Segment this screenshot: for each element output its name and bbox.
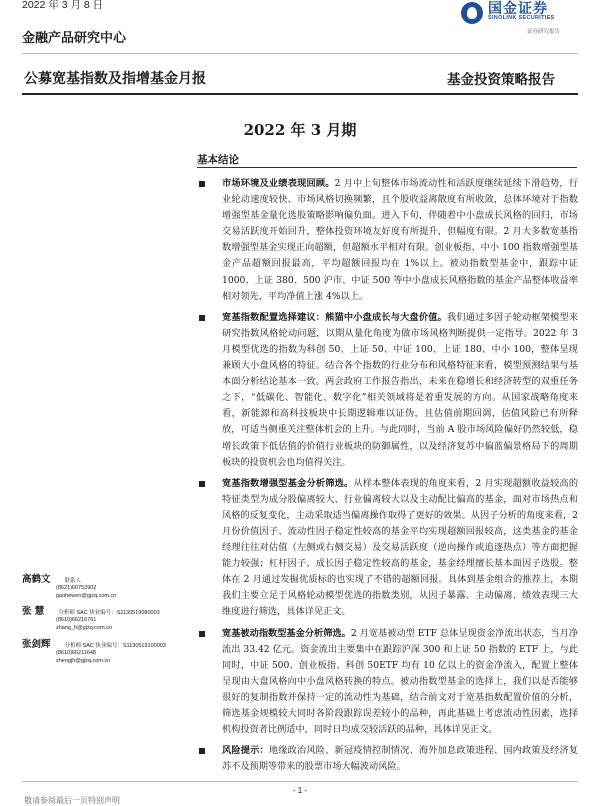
- page-number: - 1 -: [292, 786, 308, 795]
- conclusion-list: [197, 176, 578, 780]
- department-name: 金融产品研究中心: [22, 30, 127, 45]
- analyst-card: [22, 571, 116, 600]
- title-divider: [22, 93, 578, 95]
- bullet-lead: 宽基指数增强型基金分析筛选。: [222, 477, 354, 489]
- disclaimer-text: 敬请参阅最后一页特别声明: [24, 796, 120, 805]
- analyst-card: [22, 636, 166, 665]
- report-title: 公募宽基指数及指增基金月报: [24, 70, 206, 86]
- bullet-square-icon: [199, 481, 205, 487]
- logo-mark-icon: [461, 2, 483, 24]
- logo-text-en: SINOLINK SECURITIES: [488, 15, 555, 21]
- section-divider: [197, 167, 577, 168]
- bullet-item: [197, 310, 578, 471]
- bullet-text: 2 月宽基被动型 ETF 总体呈现资金净流出状态，当月净流出 33.42 亿元。资金流出主要集中在跟踪沪深 300 和上证 50 指数的 ETF 上，与此同时，中证 500、创业板指、科创 50ETF 均有 10 亿以上的资金净流入，配置上整体呈现由大盘风格向中小盘风格转换的特点。被动指数型基金的选择上，我们以是否能够很好的复制指数并保持一定的流动性为基础，结合前文对于宽基指数配置价值的分析，筛选基金规模较大同时各阶段跟踪误差较小的品种，再此基础上考虑流动性因素，选择机构投资者比例适中，同时日均成交较活跃的品种，具体详见正文。: [222, 627, 578, 736]
- header-divider: [22, 53, 578, 54]
- bullet-text: 地缘政治风险、新冠疫情控制情况、海外加息政策进程、国内政策及经济复苏不及预期等带来的股票市场大幅波动风险。: [222, 745, 579, 773]
- bullet-item: [197, 176, 578, 305]
- issue-title: 2022 年 3 月期: [243, 121, 357, 139]
- analyst-phone: (8621)60753902: [56, 585, 97, 591]
- analyst-phone: (8610)66216761: [56, 617, 97, 623]
- analyst-name: 张 慧: [22, 606, 45, 617]
- logo-subtitle: 证券研究报告: [527, 29, 561, 35]
- analyst-email[interactable]: zhang_h@gjzq.com.cn: [56, 624, 113, 631]
- bullet-square-icon: [199, 748, 205, 754]
- report-date: 2022 年 3 月 8 日: [22, 0, 104, 11]
- bullet-text: 2 月中上旬整体市场流动性和活跃度继续延续下滑趋势，行业轮动速度较快、市场风格切换频繁，且个股收益离散度有所收敛，总体环境对于指数增强型基金量化选股策略影响偏负面。进入下旬，伴随着中小盘成长风格的回归，市场交易活跃度开始回升，整体投资环境友好度有所提升，但幅度有限。2 月大多数宽基指数增强型基金实现正向超额，但超额水平相对有限。创业板指、中小 100 指数增强型基金产品超额回报最高，平均超额回报均在 1%以上。被动指数型基金中，跟踪中证 1000、上证 380、500 沪市、中证 500 等中小盘成长风格指数的基金产品整体收益率相对领先，平均净值上涨 4%以上。: [222, 178, 579, 302]
- analyst-name: 张剑辉: [22, 639, 51, 650]
- bullet-item: [197, 743, 578, 775]
- bullet-item: [197, 476, 578, 621]
- analyst-role: 分析师 SAC 执业编号：S1130519080003: [58, 610, 160, 616]
- analyst-email[interactable]: zhengjh@gjzq.com.cn: [56, 657, 111, 664]
- bullet-lead: 宽基被动指数型基金分析筛选。: [222, 627, 351, 639]
- bullet-lead: 宽基指数配置选择建议：熊猫中小盘成长与大盘价值。: [222, 311, 447, 323]
- bullet-square-icon: [199, 315, 205, 321]
- bullet-square-icon: [199, 631, 205, 637]
- analyst-phone: (8610)66211648: [56, 650, 96, 656]
- report-type: 基金投资策略报告: [447, 72, 555, 87]
- company-logo: [461, 0, 581, 30]
- analyst-role: 分析师 SAC 执业编号：S1130519100003: [64, 643, 166, 649]
- bullet-item: [197, 626, 578, 739]
- analyst-name: 高鹤文: [22, 574, 51, 585]
- bullet-square-icon: [199, 181, 205, 187]
- bullet-lead: 市场环境及业绩表现回顾。: [222, 178, 335, 189]
- section-heading: 基本结论: [197, 154, 239, 166]
- logo-text-cn: 国金证券: [488, 0, 548, 16]
- bullet-lead: 风险提示：: [222, 745, 269, 757]
- bullet-text: 我们通过多因子轮动框架模型来研究指数风格轮动问题，以期从量化角度为做市场风格判断提供一定指导。2022 年 3 月模型优选的指数为科创 50、上证 50、中证 100、上证 180、中小 100，整体呈现兼顾大小盘风格的特征。结合各个指数的行业分布和风格特征来看，模型预测结果与基本面分析结论基本一致。两会政府工作报告指出，未来在稳增长和经济转型的双重任务之下，“低碳化、智能化、数字化”相关领域将是着重发展的方向。从国家战略角度来看，新能源和高科技板块中长期逻辑难以证伪，且估值前期回调，估值风险已有所释放，可适当侧重关注整体机会的上升。与此同时，当前 A 股市场风险偏好仍然较低，稳增长政策下低估值的价值行业板块的防御属性，以及经济复苏中偏蓝偏景格局下的周期板块的投资机会也均值得关注。: [222, 311, 579, 468]
- analyst-email[interactable]: gaohewen@gjzq.com.cn: [56, 592, 117, 599]
- analyst-role: 联系人: [64, 578, 82, 584]
- analyst-card: [22, 603, 160, 632]
- bullet-text: 从样本整体表现的角度来看，2 月实现超额收益较高的特征类型为成分股偏离较大、行业偏离较大以及主动配比偏高的基金，面对市场热点和风格的反复变化，主动采取适当偏离操作取得了更好的效果。从因子分析的角度来看，2 月份价值因子、流动性因子稳定性较高的基金平均实现超额回报较高，这类基金的基金经理往往对估值（左侧或右侧交易）及交易活跃度（逆向操作或追逐热点）等方面把握能力较强；杠杆因子、成长因子稳定性较高的基金，基金经理擅长基本面因子选股。整体在 2 月通过发掘优质标的也实现了不错的超额回报。具体到基金组合的推荐上，本期我们主要立足于风格轮动模型优选的指数类别，从因子暴露、主动偏离、绩效表现三大维度进行筛选，具体详见正文。: [222, 477, 579, 618]
- footer-divider: [22, 781, 578, 782]
